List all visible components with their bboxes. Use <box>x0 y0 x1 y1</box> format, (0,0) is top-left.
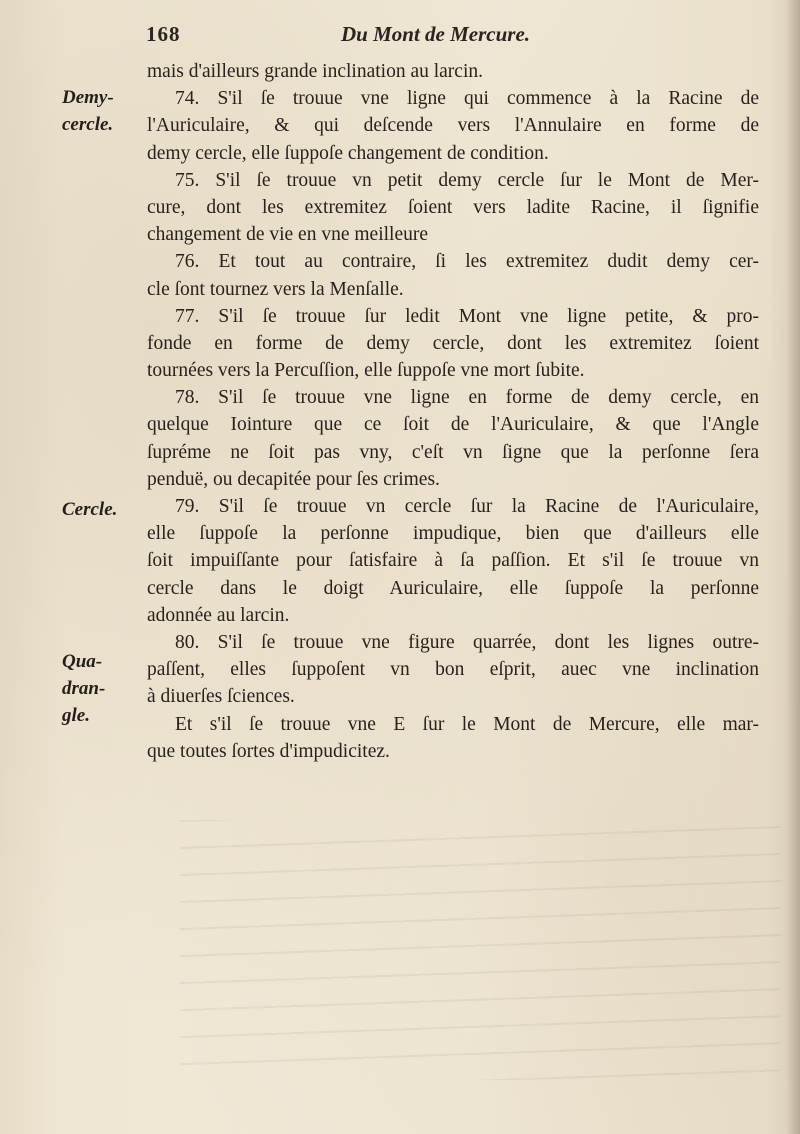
text-line: adonnée au larcin. <box>147 604 290 626</box>
text-line: paſſent, elles ſuppoſent vn bon eſprit, auec vne inclination <box>147 659 759 681</box>
text-line: ſoit impuiſſante pour ſatisfaire à ſa paſſion. Et s'il ſe trouue vn <box>147 550 759 572</box>
page-number: 168 <box>146 22 181 46</box>
margin-note-demy-cercle <box>62 84 114 138</box>
text-line: 78. S'il ſe trouue vne ligne en forme de demy cercle, en <box>175 387 759 409</box>
text-line: Et s'il ſe trouue vne E ſur le Mont de Mercure, elle mar- <box>175 713 759 735</box>
margin-note-quadrangle <box>62 648 105 729</box>
text-line: 79. S'il ſe trouue vn cercle ſur la Racine de l'Auriculaire, <box>175 496 759 517</box>
text-line: ſupréme ne ſoit pas vny, c'eſt vn ſigne que la perſonne ſera <box>147 441 759 463</box>
margin-note-line: Qua- <box>62 651 103 672</box>
text-line: quelque Iointure que ce ſoit de l'Auriculaire, & que l'Angle <box>147 414 759 436</box>
page-edge-shadow <box>786 0 800 1134</box>
text-line: penduë, ou decapitée pour ſes crimes. <box>147 468 440 490</box>
margin-note-line: Demy- <box>62 87 114 108</box>
text-line: mais d'ailleurs grande inclination au larcin. <box>147 61 483 82</box>
page-header <box>146 22 586 54</box>
margin-note-cercle <box>62 496 117 523</box>
running-title: Du Mont de Mercure. <box>341 22 531 46</box>
margin-note-line: dran- <box>62 678 106 699</box>
text-line: elle ſuppoſe la perſonne impudique, bien que d'ailleurs elle <box>147 523 759 545</box>
text-line: à diuerſes ſciences. <box>147 686 295 708</box>
text-line: 80. S'il ſe trouue vne figure quarrée, dont les lignes outre- <box>175 631 759 653</box>
margin-note-line: Cercle. <box>62 499 118 520</box>
margin-note-line: gle. <box>62 705 90 726</box>
show-through-bleed <box>180 820 780 1080</box>
text-line: cure, dont les extremitez ſoient vers ladite Racine, il ſignifie <box>147 196 759 218</box>
text-line: tournées vers la Percuſſion, elle ſuppoſe vne mort ſubite. <box>147 360 585 382</box>
text-line: cle ſont tournez vers la Menſalle. <box>147 278 404 300</box>
text-line: fonde en forme de demy cercle, dont les extremitez ſoient <box>147 332 759 354</box>
text-line: que toutes ſortes d'impudicitez. <box>147 740 390 762</box>
text-line: 74. S'il ſe trouue vne ligne qui commence à la Racine de <box>175 88 759 110</box>
text-line: l'Auriculaire, & qui deſcende vers l'Annulaire en forme de <box>147 115 759 137</box>
margin-note-line: cercle. <box>62 114 114 135</box>
text-line: 75. S'il ſe trouue vn petit demy cercle ſur le Mont de Mer- <box>175 169 759 191</box>
text-line: demy cercle, elle ſuppoſe changement de condition. <box>147 142 549 164</box>
text-line: 76. Et tout au contraire, ſi les extremitez dudit demy cer- <box>175 251 759 273</box>
text-line: 77. S'il ſe trouue ſur ledit Mont vne ligne petite, & pro- <box>175 305 759 327</box>
text-line: cercle dans le doigt Auriculaire, elle ſuppoſe la perſonne <box>147 577 759 599</box>
body-text <box>147 58 759 765</box>
text-line: changement de vie en vne meilleure <box>147 224 428 246</box>
